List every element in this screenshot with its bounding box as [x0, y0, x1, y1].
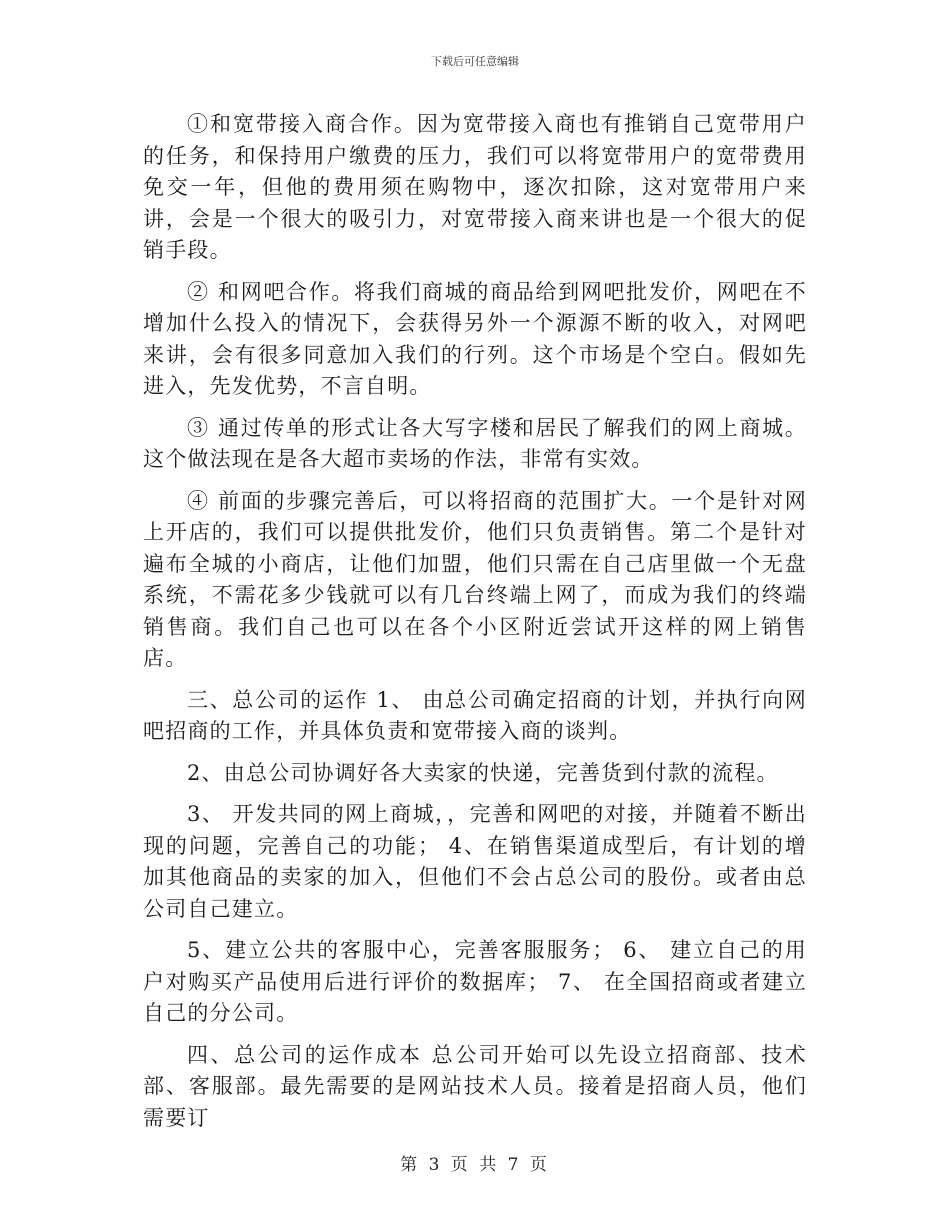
paragraph-flyer-promotion: ③ 通过传单的形式让各大写字楼和居民了解我们的网上商城。这个做法现在是各大超市卖场的作法，非常有实效。 [143, 415, 807, 471]
paragraph-item-2-delivery: 2、由总公司协调好各大卖家的快递，完善货到付款的流程。 [187, 760, 779, 785]
paragraph-netcafe-cooperation: ② 和网吧合作。将我们商城的商品给到网吧批发价，网吧在不增加什么投入的情况下，会获得另外一个源源不断的收入，对网吧来讲，会有很多同意加入我们的行列。这个市场是个空白。假如先进入，先发优势，不言自明。 [143, 279, 807, 398]
page-number-footer: 第 3 页 共 7 页 [400, 1155, 550, 1175]
paragraph-expand-recruitment: ④ 前面的步骤完善后，可以将招商的范围扩大。一个是针对网上开店的，我们可以提供批发价，他们只负责销售。第二个是针对遍布全城的小商店，让他们加盟，他们只需在自己店里做一个无盘系统，不需花多少钱就可以有几台终端上网了，而成为我们的终端销售商。我们自己也可以在各个小区附近尝试开这样的网上销售店。 [143, 488, 807, 670]
paragraph-item-5-6-7-service: 5、建立公共的客服中心，完善客服服务； 6、 建立自己的用户对购买产品使用后进行评价的数据库； 7、 在全国招商或者建立自己的分公司。 [143, 938, 807, 1025]
paragraph-item-3-4-mall: 3、 开发共同的网上商城，，完善和网吧的对接，并随着不断出现的问题，完善自己的功能； 4、在销售渠道成型后，有计划的增加其他商品的卖家的加入，但他们不会占总公司的股份。或者由总公司自己建立。 [143, 802, 807, 921]
paragraph-section-four-cost: 四、总公司的运作成本 总公司开始可以先设立招商部、技术部、客服部。最先需要的是网站技术人员。接着是招商人员，他们需要订 [143, 1042, 807, 1130]
paragraph-broadband-cooperation: ①和宽带接入商合作。因为宽带接入商也有推销自己宽带用户的任务，和保持用户缴费的压力，我们可以将宽带用户的宽带费用免交一年，但他的费用须在购物中，逐次扣除，这对宽带用户来讲，会是一个很大的吸引力，对宽带接入商来讲也是一个很大的促销手段。 [143, 112, 807, 262]
page-header: 下载后可任意编辑 [431, 55, 519, 68]
paragraph-section-three-operation: 三、总公司的运作 1、 由总公司确定招商的计划，并执行向网吧招商的工作，并具体负责和宽带接入商的谈判。 [143, 687, 807, 743]
document-body [143, 109, 807, 1144]
